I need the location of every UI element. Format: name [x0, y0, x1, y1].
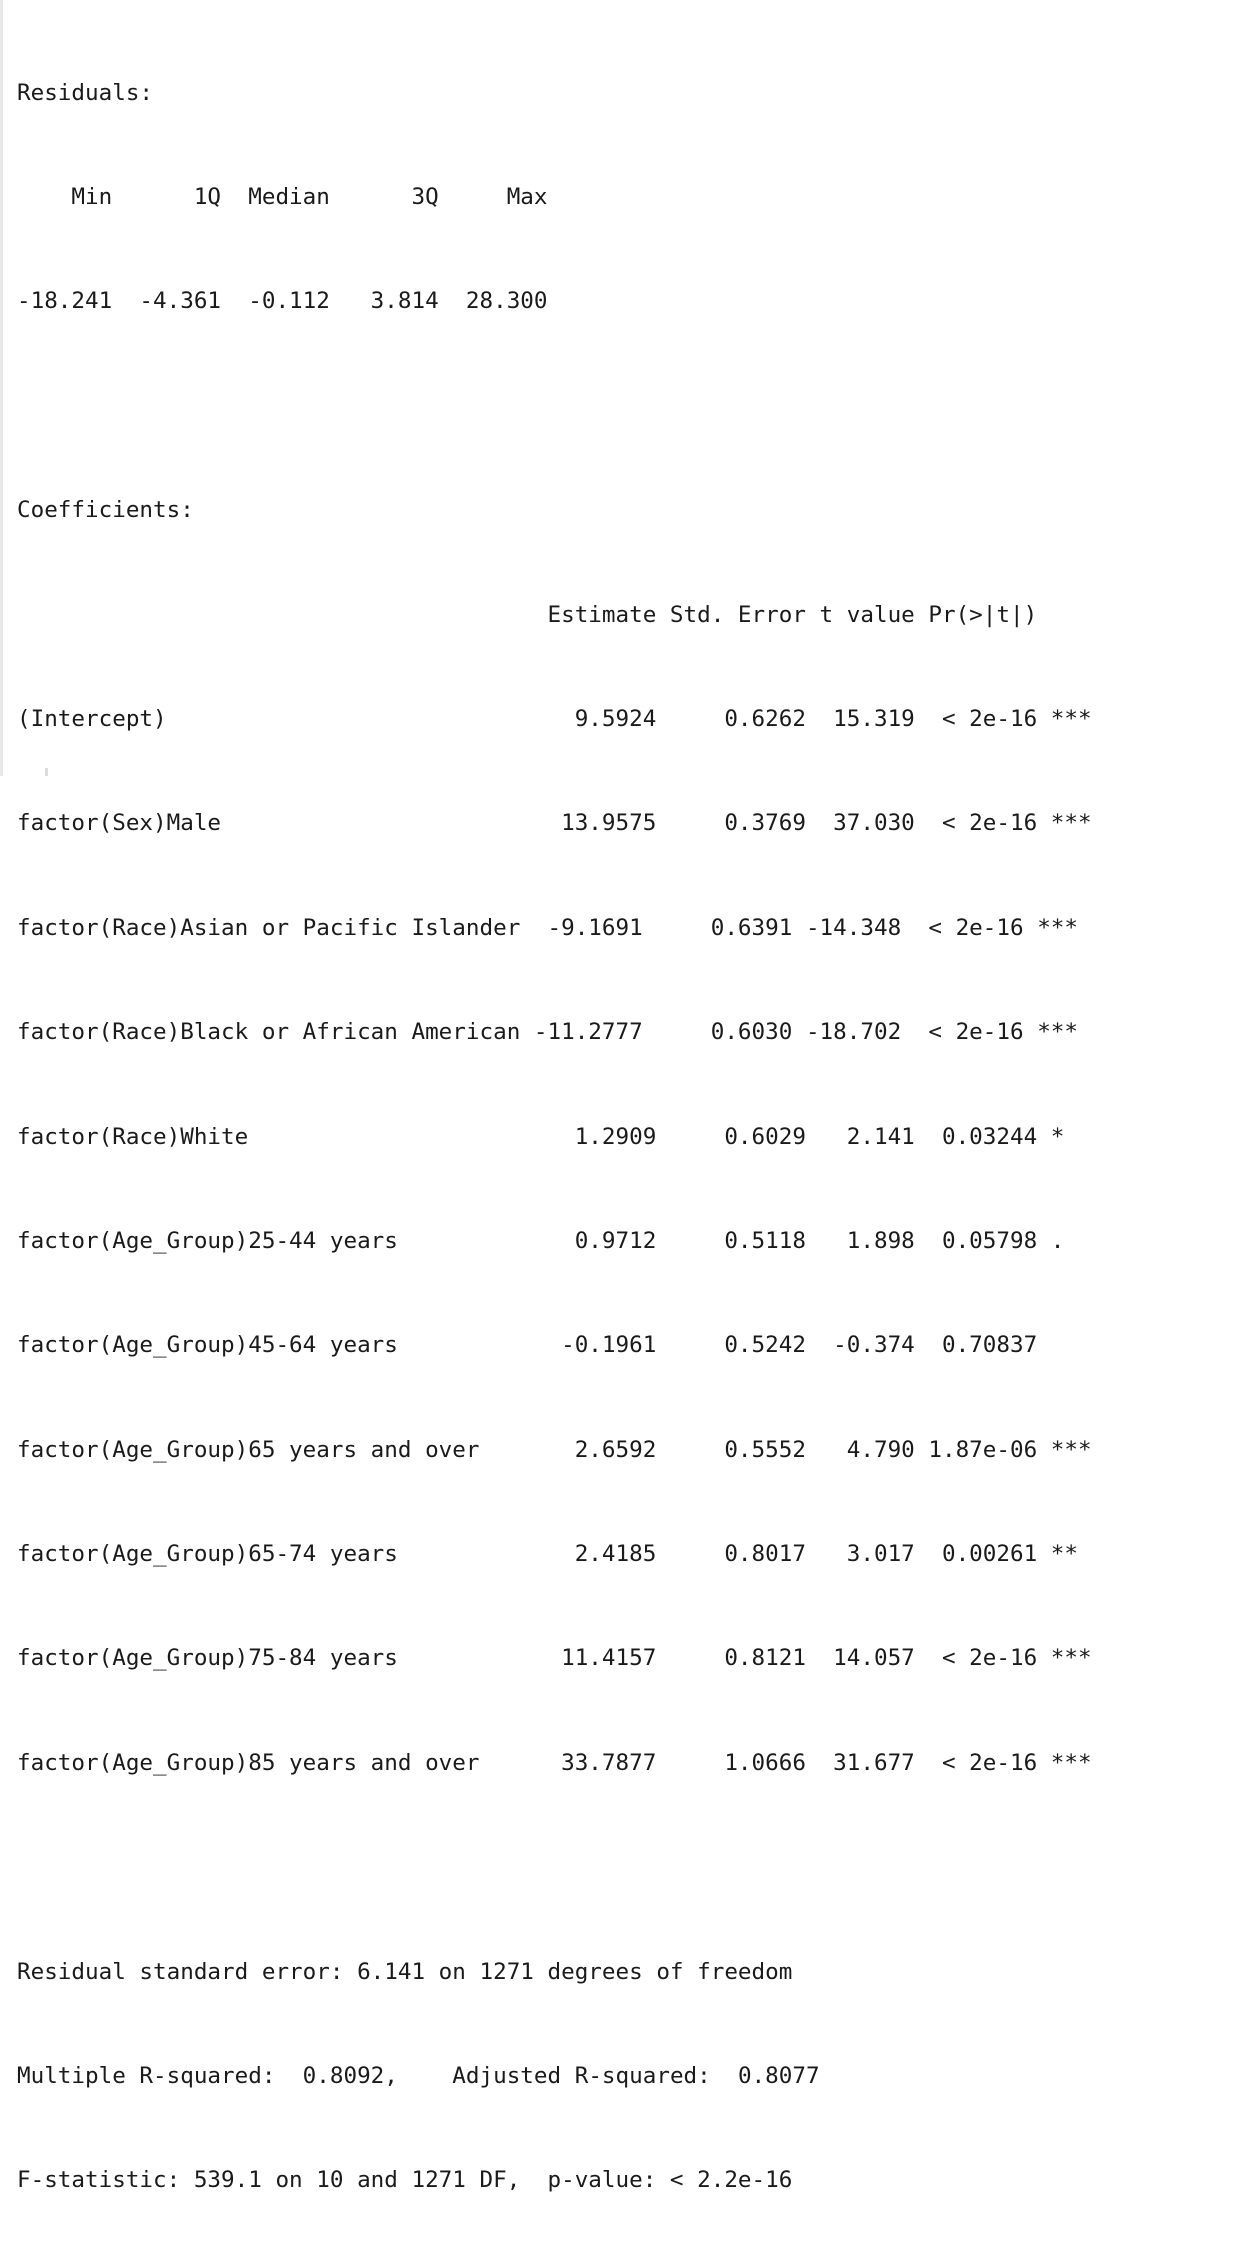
residuals-quantile-header: Min 1Q Median 3Q Max [17, 183, 562, 210]
blank-line [17, 1850, 1092, 1885]
coefficient-row-sex-male: factor(Sex)Male 13.9575 0.3769 37.030 < 2e-16 *** [17, 810, 1092, 837]
coefficient-row-age-75-84: factor(Age_Group)75-84 years 11.4157 0.8121 14.057 < 2e-16 *** [17, 1645, 1092, 1672]
residuals-quantile-values: -18.241 -4.361 -0.112 3.814 28.300 [17, 288, 562, 315]
coefficient-row-age-85-over: factor(Age_Group)85 years and over 33.7877 1.0666 31.677 < 2e-16 *** [17, 1749, 1092, 1776]
residuals-heading: Residuals: [17, 79, 154, 106]
f-statistic-line: F-statistic: 539.1 on 10 and 1271 DF, p-value: < 2.2e-16 [17, 2167, 793, 2194]
r-squared-line: Multiple R-squared: 0.8092, Adjusted R-squared: 0.8077 [17, 2063, 834, 2090]
coefficient-row-age-45-64: factor(Age_Group)45-64 years -0.1961 0.5242 -0.374 0.70837 [17, 1332, 1092, 1359]
coefficients-heading: Coefficients: [17, 497, 194, 524]
residual-standard-error: Residual standard error: 6.141 on 1271 degrees of freedom [17, 1958, 793, 1985]
coefficients-column-header: Estimate Std. Error t value Pr(>|t|) [17, 601, 1092, 628]
coefficient-row-race-black: factor(Race)Black or African American -11.2777 0.6030 -18.702 < 2e-16 *** [17, 1019, 1079, 1046]
coefficient-row-intercept: (Intercept) 9.5924 0.6262 15.319 < 2e-16 *** [17, 705, 1092, 732]
coefficient-row-age-25-44: factor(Age_Group)25-44 years 0.9712 0.5118 1.898 0.05798 . [17, 1227, 1092, 1254]
blank-line [17, 389, 1092, 424]
coefficient-row-race-white: factor(Race)White 1.2909 0.6029 2.141 0.03244 * [17, 1123, 1092, 1150]
coefficient-row-age-65-74: factor(Age_Group)65-74 years 2.4185 0.8017 3.017 0.00261 ** [17, 1541, 1092, 1568]
coefficient-row-race-asian: factor(Race)Asian or Pacific Islander -9.1691 0.6391 -14.348 < 2e-16 *** [17, 914, 1079, 941]
coefficient-row-age-65-over: factor(Age_Group)65 years and over 2.6592 0.5552 4.790 1.87e-06 *** [17, 1436, 1092, 1463]
cell-edge-marker [45, 768, 48, 776]
regression-summary-output [17, 6, 1092, 2268]
